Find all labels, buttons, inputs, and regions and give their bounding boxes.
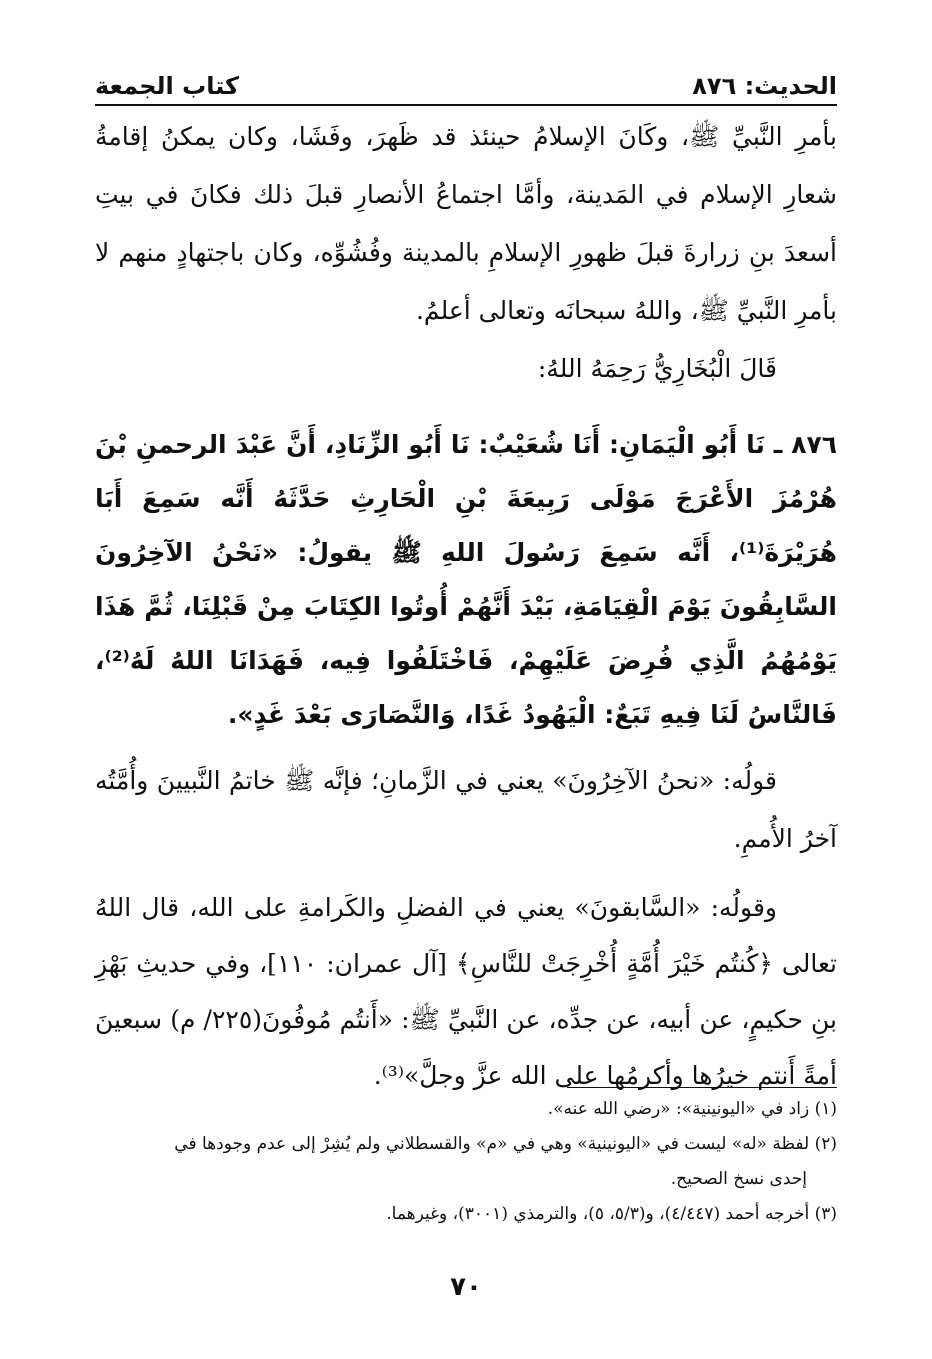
- commentary-paragraph-1: قولُه: «نحنُ الآخِرُونَ» يعني في الزَّمانِ؛ فإنَّه ﷺ خاتمُ النَّبيينَ وأُمَّتُه آخرُ الأُممِ.: [95, 766, 837, 853]
- main-text: [95, 108, 837, 1104]
- hadith-reference: الحديث: ٨٧٦: [692, 72, 837, 100]
- footnote-1: (١) زاد في «اليونينية»: «رضي الله عنه».: [547, 1099, 837, 1119]
- intro-paragraph: بأمرِ النَّبيِّ ﷺ، وكَانَ الإسلامُ حينئذ قد ظَهرَ، وفَشَا، وكان يمكنُ إقامةُ شعارِ الإسلام في المَدينة، وأمَّا اجتماعُ الأنصارِ قبلَ ذلك فكانَ في بيتِ أسعدَ بنِ زرارةَ قبلَ ظهورِ الإسلامِ بالمدينة وفُشُوِّه، وكان باجتهادٍ منهم لا بأمرِ النَّبيِّ ﷺ، واللهُ سبحانَه وتعالى أعلمُ.: [95, 122, 837, 325]
- footnote-2: (٢) لفظة «له» ليست في «اليونينية» وهي في «م» والقسطلاني ولم يُشِرْ إلى عدم وجودها في: [174, 1134, 837, 1154]
- footnote-divider: [567, 1087, 837, 1088]
- running-header: [95, 58, 837, 106]
- footnote-2-continuation: إحدى نسخ الصحيح.: [670, 1169, 807, 1189]
- page-number: ٧٠: [450, 1272, 482, 1302]
- book-title: كتاب الجمعة: [95, 72, 239, 100]
- bukhari-label: قَالَ الْبُخَارِيُّ رَحِمَهُ اللهُ:: [537, 354, 777, 383]
- footnotes: [95, 1092, 837, 1232]
- hadith-text: ٨٧٦ ـ نَا أَبُو الْيَمَانِ: أَنَا شُعَيْبٌ: نَا أَبُو الزِّنَادِ، أَنَّ عَبْدَ الرحمنِ بْنَ هُرْمُزَ الأَعْرَجَ مَوْلَى رَبِيعَةَ بْنِ الْحَارِثِ حَدَّثَهُ أَنَّه سَمِعَ أَبَا هُرَيْرَةَ⁽¹⁾، أَنَّه سَمِعَ رَسُولَ اللهِ ﷺ يقولُ: «نَحْنُ الآخِرُونَ السَّابِقُونَ يَوْمَ الْقِيَامَةِ، بَيْدَ أَنَّهُمْ أُوتُوا الكِتَابَ مِنْ قَبْلِنَا، ثُمَّ هَذَا يَوْمُهُمُ الَّذِي فُرِضَ عَلَيْهِمْ، فَاخْتَلَفُوا فِيه، فَهَدَانَا اللهُ لَهُ⁽²⁾، فَالنَّاسُ لَنَا فِيهِ تَبَعٌ: الْيَهُودُ غَدًا، وَالنَّصَارَى بَعْدَ غَدٍ».: [95, 430, 837, 729]
- commentary-paragraph-2: وقولُه: «السَّابقونَ» يعني في الفضلِ والكَرامةِ على الله، قال اللهُ تعالى ﴿كُنتُم خَيْرَ أُمَّةٍ أُخْرِجَتْ للنَّاسِ﴾ [آل عمران: ١١٠]، وفي حديثِ بَهْزِ بنِ حكيمٍ، عن أبيه، عن جدِّه، عن النَّبيِّ ﷺ: «أَنتُم مُوفُونَ(٢٢٥/ م) سبعينَ أمةً أَنتم خيرُها وأكرمُها على الله عزَّ وجلَّ»⁽³⁾.: [95, 893, 837, 1090]
- footnote-3: (٣) أخرجه أحمد (٤/٤٤٧)، و(٥/٣، ٥)، والترمذي (٣٠٠١)، وغيرهما.: [386, 1204, 837, 1224]
